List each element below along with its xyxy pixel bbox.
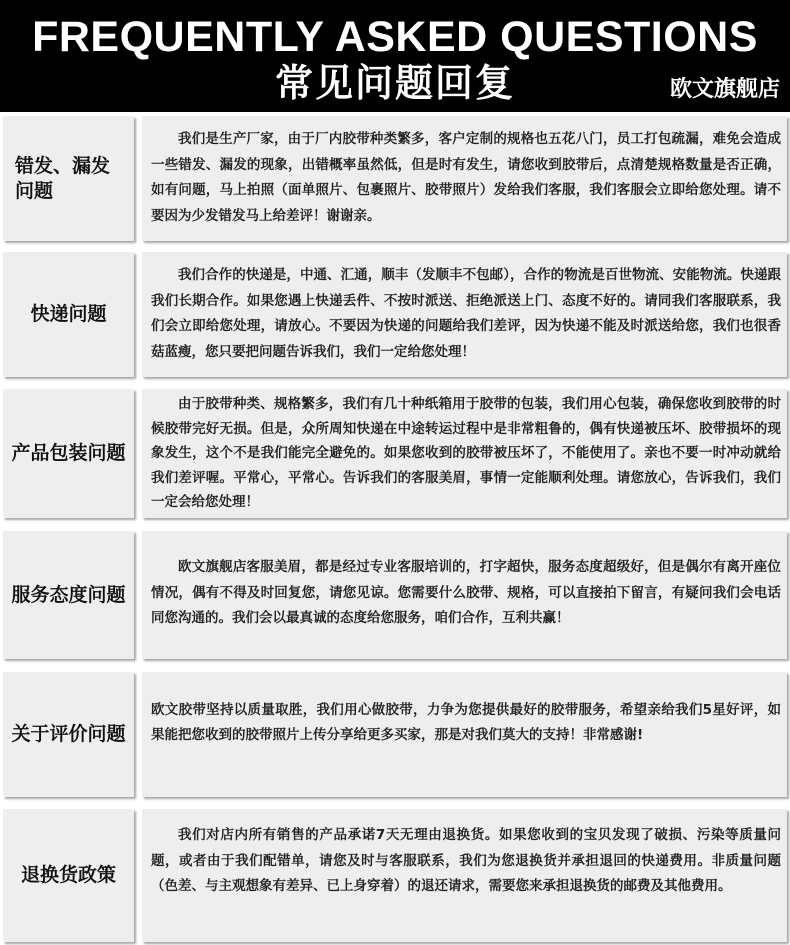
faq-header bbox=[0, 0, 790, 112]
faq-answer: 由于胶带种类、规格繁多，我们有几十种纸箱用于胶带的包装，我们用心包装，确保您收到胶带的时候胶带完好无损。但是，众所周知快递在中途转运过程中是非常粗鲁的，偶有快递被压坏、胶带损坏的现象发生，这个不是我们能完全避免的。如果您收到的胶带被压坏了，不能使用了。亲也不要一时冲动就给我们差评喔。平常心，平常心。告诉我们的客服美眉，事情一定能顺利处理。请您放心，告诉我们，我们一定会给您处理！ bbox=[151, 396, 781, 510]
faq-label: 服务态度问题 bbox=[11, 583, 126, 606]
faq-row-wrong-missing-shipment bbox=[0, 116, 790, 241]
faq-row-return-policy bbox=[0, 809, 790, 942]
faq-answer: 我们对店内所有销售的产品承诺7天无理由退换货。如果您收到的宝贝发现了破损、污染等质量问题，或者由于我们配错单，请您及时与客服联系，我们为您退换货并承担退回的快递费用。非质量问题（色差、与主观想象有差异、已上身穿着）的退还请求，需要您来承担退换货的邮费及其他费用。 bbox=[151, 827, 781, 894]
faq-content-box bbox=[142, 116, 787, 241]
faq-answer: 我们是生产厂家，由于厂内胶带种类繁多，客户定制的规格也五花八门，员工打包疏漏，难免会造成一些错发、漏发的现象，出错概率虽然低，但是时有发生，请您收到胶带后，点清楚规格数量是否正确，如有问题，马上拍照（面单照片、包裹照片、胶带照片）发给我们客服，我们客服会立即给您处理。请不要因为少发错发马上给差评！谢谢亲。 bbox=[151, 131, 781, 224]
faq-label-box bbox=[3, 531, 134, 659]
faq-label-box bbox=[3, 116, 134, 241]
faq-row-express bbox=[0, 252, 790, 377]
faq-label-box bbox=[3, 672, 134, 797]
header-title-cn: 常见问题回复 bbox=[274, 61, 515, 105]
faq-row-packaging bbox=[0, 389, 790, 518]
faq-answer: 欧文旗舰店客服美眉，都是经过专业客服培训的，打字超快，服务态度超级好，但是偶尔有离开座位情况，偶有不得及时回复您，请您见谅。您需要什么胶带、规格，可以直接拍下留言，有疑问我们会电话同您沟通的。我们会以最真诚的态度给您服务，咱们合作，互利共赢！ bbox=[151, 559, 781, 626]
faq-label: 关于评价问题 bbox=[11, 723, 126, 745]
faq-content-box bbox=[142, 672, 787, 797]
faq-content-box bbox=[142, 252, 787, 377]
faq-label-box bbox=[3, 252, 134, 377]
faq-label: 快递问题 bbox=[30, 303, 107, 325]
faq-label-box bbox=[3, 389, 134, 518]
shop-name: 欧文旗舰店 bbox=[669, 77, 780, 102]
header-title-en: FREQUENTLY ASKED QUESTIONS bbox=[32, 13, 758, 61]
faq-content-box bbox=[142, 809, 787, 942]
faq-content-box bbox=[142, 531, 787, 659]
faq-row-service-attitude bbox=[0, 531, 790, 659]
faq-label: 产品包装问题 bbox=[11, 442, 126, 464]
faq-content-box bbox=[142, 389, 787, 518]
faq-answer: 我们合作的快递是，中通、汇通，顺丰（发顺丰不包邮），合作的物流是百世物流、安能物流。快递跟我们长期合作。如果您遇上快递丢件、不按时派送、拒绝派送上门、态度不好的。请同我们客服联系，我们会立即给您处理，请放心。不要因为快递的问题给我们差评，因为快递不能及时派送给您，我们也很香菇蓝瘦，您只要把问题告诉我们，我们一定给您处理！ bbox=[151, 267, 781, 360]
faq-label: 错发、漏发问题 bbox=[15, 154, 111, 202]
faq-row-review bbox=[0, 672, 790, 797]
faq-label-box bbox=[3, 809, 134, 942]
faq-answer: 欧文胶带坚持以质量取胜，我们用心做胶带，力争为您提供最好的胶带服务，希望亲给我们5星好评，如果能把您收到的胶带照片上传分享给更多买家，那是对我们莫大的支持！非常感谢! bbox=[151, 702, 781, 743]
faq-label: 退换货政策 bbox=[20, 864, 116, 886]
